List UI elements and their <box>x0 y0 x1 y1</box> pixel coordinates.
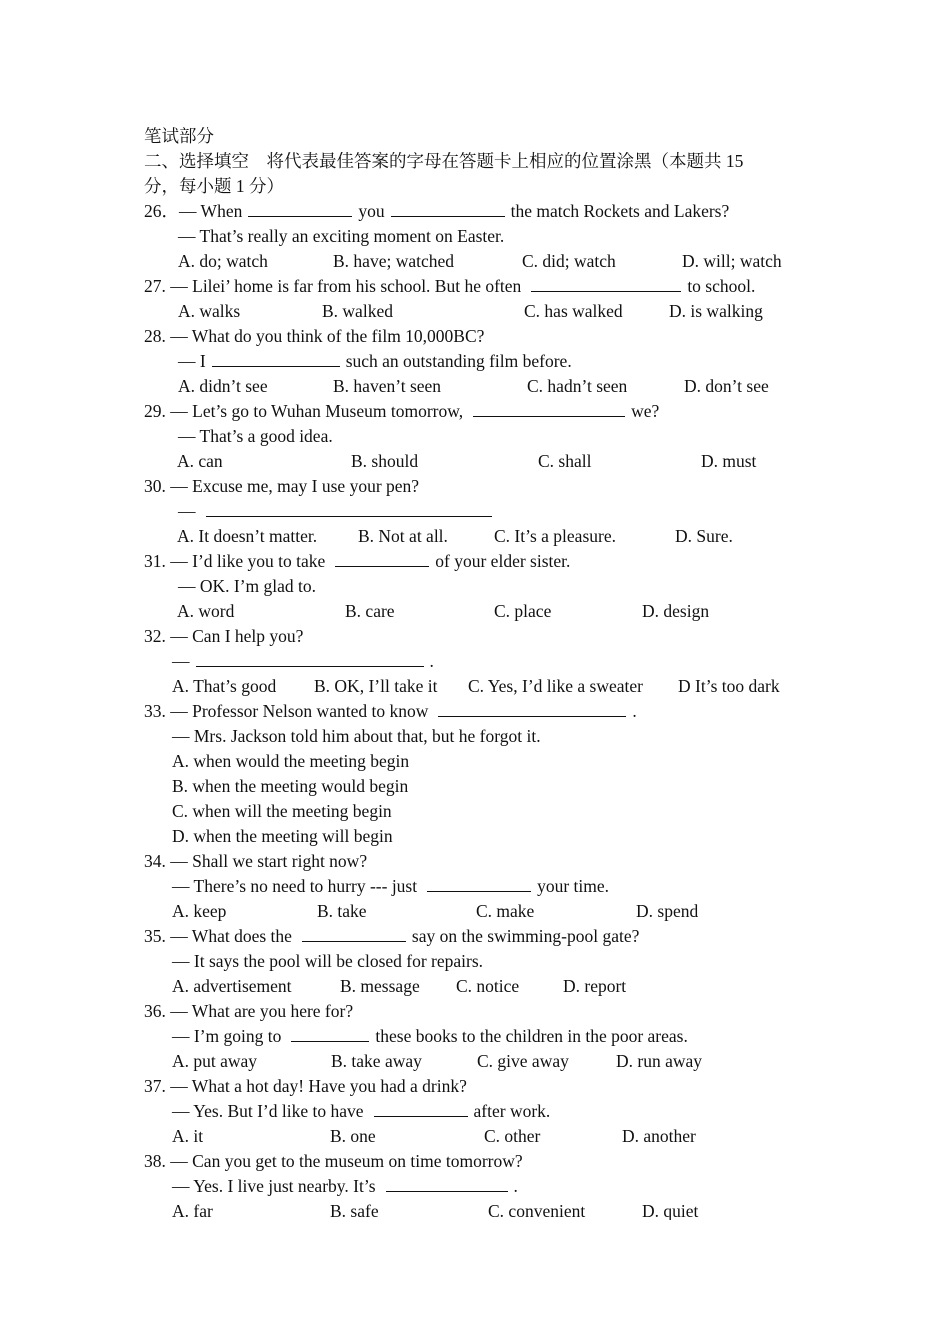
option-a: A. It doesn’t matter. <box>177 526 318 546</box>
option-b: B. haven’t seen <box>333 376 442 396</box>
answer-blank <box>391 200 505 217</box>
question-35-reply: — It says the pool will be closed for repairs. <box>172 951 484 971</box>
option-d: D It’s too dark <box>678 676 780 696</box>
option-b: B. take away <box>331 1051 422 1071</box>
option-b: B. walked <box>322 301 393 321</box>
option-d: D. spend <box>636 901 699 921</box>
option-b: B. take <box>317 901 367 921</box>
option-d: D. run away <box>616 1051 703 1071</box>
question-31-options <box>144 599 824 624</box>
question-33-reply: — Mrs. Jackson told him about that, but he forgot it. <box>172 726 541 746</box>
option-d: D. when the meeting will begin <box>172 826 393 846</box>
question-38-reply: — Yes. I live just nearby. It’s . <box>172 1176 518 1196</box>
question-34-reply: — There’s no need to hurry --- just your time. <box>172 876 610 896</box>
option-b: B. safe <box>330 1201 379 1220</box>
question-31-reply: — OK. I’m glad to. <box>178 576 317 596</box>
answer-blank <box>196 650 424 667</box>
option-a: A. when would the meeting begin <box>172 751 410 771</box>
option-d: D. must <box>701 451 757 471</box>
option-c: C. It’s a pleasure. <box>494 526 616 546</box>
option-c: C. place <box>494 601 552 621</box>
option-d: D. design <box>642 601 710 621</box>
question-34: 34. — Shall we start right now? <box>144 851 368 871</box>
question-30-options <box>144 524 824 549</box>
option-b: B. one <box>330 1126 376 1146</box>
question-35: 35. — What does the say on the swimming-pool gate? <box>144 926 640 946</box>
option-c: C. shall <box>538 451 592 471</box>
question-28-reply: — I such an outstanding film before. <box>178 351 572 371</box>
option-c: C. has walked <box>524 301 623 321</box>
answer-blank <box>438 700 626 717</box>
option-d: D. don’t see <box>684 376 769 396</box>
option-d: D. will; watch <box>682 251 782 271</box>
question-34-options <box>144 899 824 924</box>
option-c: C. notice <box>456 976 520 996</box>
option-d: D. quiet <box>642 1201 699 1220</box>
option-d: D. report <box>563 976 627 996</box>
option-c: C. hadn’t seen <box>527 376 628 396</box>
option-d: D. another <box>622 1126 696 1146</box>
question-38: 38. — Can you get to the museum on time tomorrow? <box>144 1151 523 1171</box>
question-37-options <box>144 1124 824 1149</box>
option-c: C. give away <box>477 1051 569 1071</box>
question-29-options <box>144 449 824 474</box>
answer-blank <box>473 400 625 417</box>
option-b: B. have; watched <box>333 251 454 271</box>
option-c: C. make <box>476 901 535 921</box>
answer-blank <box>291 1025 369 1042</box>
option-b: B. when the meeting would begin <box>172 776 409 796</box>
question-38-options <box>144 1199 824 1220</box>
instruction-line-1: 二、选择填空 将代表最佳答案的字母在答题卡上相应的位置涂黑（本题共 15 <box>144 151 744 171</box>
answer-blank <box>386 1175 508 1192</box>
question-30: 30. — Excuse me, may I use your pen? <box>144 476 420 496</box>
option-a: A. keep <box>172 901 227 921</box>
option-d: D. Sure. <box>675 526 733 546</box>
instruction-line-2: 分，每小题 1 分） <box>144 176 284 196</box>
question-29: 29. — Let’s go to Wuhan Museum tomorrow, we? <box>144 401 660 421</box>
option-a: A. That’s good <box>172 676 277 696</box>
option-a: A. far <box>172 1201 213 1220</box>
section-title: 笔试部分 <box>144 126 214 146</box>
option-a: A. didn’t see <box>178 376 268 396</box>
option-a: A. walks <box>178 301 241 321</box>
question-37-reply: — Yes. But I’d like to have after work. <box>172 1101 551 1121</box>
question-32-options <box>144 674 824 699</box>
answer-blank <box>302 925 406 942</box>
question-35-options <box>144 974 824 999</box>
option-b: B. Not at all. <box>358 526 448 546</box>
option-b: B. OK, I’ll take it <box>314 676 438 696</box>
option-a: A. can <box>177 451 223 471</box>
question-29-reply: — That’s a good idea. <box>178 426 333 446</box>
question-28-options <box>144 374 824 399</box>
question-36-reply: — I’m going to these books to the children in the poor areas. <box>172 1026 688 1046</box>
question-33: 33. — Professor Nelson wanted to know . <box>144 701 637 721</box>
question-31: 31. — I’d like you to take of your elder sister. <box>144 551 571 571</box>
question-37: 37. — What a hot day! Have you had a drink? <box>144 1076 467 1096</box>
option-a: A. word <box>177 601 235 621</box>
option-c: C. when will the meeting begin <box>172 801 392 821</box>
question-26: 26．— When you the match Rockets and Lakers? <box>144 201 730 221</box>
option-d: D. is walking <box>669 301 763 321</box>
answer-blank <box>531 275 681 292</box>
answer-blank <box>335 550 429 567</box>
option-b: B. care <box>345 601 395 621</box>
question-26-reply: — That’s really an exciting moment on Easter. <box>178 226 505 246</box>
option-b: B. message <box>340 976 420 996</box>
answer-blank <box>427 875 531 892</box>
question-32-reply: — . <box>172 651 434 671</box>
option-a: A. advertisement <box>172 976 292 996</box>
option-c: C. Yes, I’d like a sweater <box>468 676 643 696</box>
option-a: A. do; watch <box>178 251 268 271</box>
answer-blank <box>212 350 340 367</box>
option-c: C. convenient <box>488 1201 586 1220</box>
question-27: 27. — Lilei’ home is far from his school. But he often to school. <box>144 276 756 296</box>
question-36-options <box>144 1049 824 1074</box>
option-c: C. other <box>484 1126 541 1146</box>
answer-blank <box>248 200 352 217</box>
question-28: 28. — What do you think of the film 10,000BC? <box>144 326 485 346</box>
answer-blank <box>374 1100 468 1117</box>
answer-blank <box>206 500 492 517</box>
exam-content <box>144 124 824 1220</box>
question-27-options <box>144 299 824 324</box>
question-32: 32. — Can I help you? <box>144 626 304 646</box>
option-b: B. should <box>351 451 419 471</box>
option-a: A. put away <box>172 1051 258 1071</box>
option-a: A. it <box>172 1126 204 1146</box>
question-26-options <box>144 249 824 274</box>
question-30-reply: — <box>144 499 824 524</box>
option-c: C. did; watch <box>522 251 616 271</box>
question-36: 36. — What are you here for? <box>144 1001 354 1021</box>
